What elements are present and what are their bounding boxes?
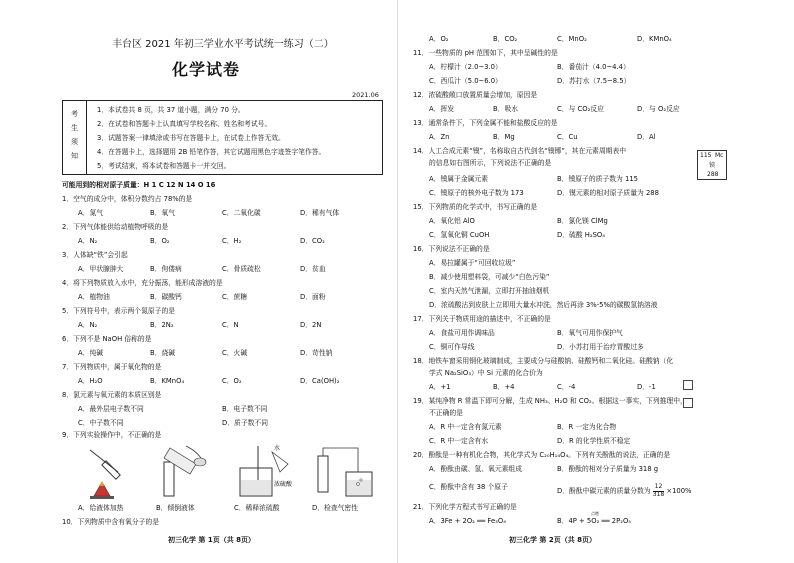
- option-a: A．+1: [429, 383, 451, 391]
- option-a: A．纯碱: [78, 349, 104, 357]
- question-stem: 19．某纯净物 R 常温下即可分解，生成 NH₃、H₂O 和 CO₂。根据这一事实，下列推理中，: [413, 397, 687, 405]
- option-b: B．碳酸钙: [150, 293, 182, 301]
- option-c: C．铜可作导线: [429, 343, 475, 351]
- page-footer: 初三化学 第 1页（共 8页）: [168, 536, 256, 544]
- option-c: C．氢氧化铜 CuOH: [429, 231, 490, 239]
- question-stem: 6．下列不是 NaOH 俗称的是: [62, 335, 152, 343]
- question-stem: 8．氯元素与氧元素的本质区别是: [62, 391, 162, 399]
- option-d: D．Al: [637, 133, 656, 141]
- option-b: B．酚酞的相对分子质量为 318 g: [557, 465, 659, 473]
- mass-fraction: [653, 484, 664, 498]
- question-stem: 15．下列物质的化学式中，书写正确的是: [413, 203, 538, 211]
- question-stem: 11．一些物质的 pH 范围如下，其中呈碱性的是: [413, 49, 558, 57]
- option-a: A．N₂: [78, 321, 98, 329]
- notice-label-char: 知: [71, 152, 78, 160]
- question-stem: 7．下列物质中，属于氧化物的是: [62, 363, 162, 371]
- option-a: A．食盐可用作调味品: [429, 329, 495, 337]
- option-a: A．O₂: [429, 35, 449, 43]
- notice-item: 2．在试卷和答题卡上认真填写学校名称、姓名和考试号。: [97, 120, 272, 128]
- option-a: A．植物油: [78, 293, 110, 301]
- option-c: C．二氧化碳: [222, 209, 261, 217]
- option-d: D．贫血: [300, 265, 326, 273]
- option-a: A．Zn: [429, 133, 450, 141]
- page-footer: 初三化学 第 2页（共 8页）: [509, 536, 597, 544]
- question-stem-cont: 的信息如右图所示，下列说法不正确的是: [429, 159, 552, 167]
- option-c: C．蔗糖: [222, 293, 248, 301]
- option-c: C．室内天然气泄漏，立即打开抽油烟机: [429, 287, 550, 295]
- option-d: D．浓硫酸沾到皮肤上立即用大量水冲洗，然后再涂 3%-5%的碳酸氢钠溶液: [429, 301, 658, 309]
- option-b: B．Mg: [493, 133, 515, 141]
- option-d: D．R 的化学性质不稳定: [557, 437, 631, 445]
- option-b: B．氧气: [150, 209, 176, 217]
- option-d: D．2N: [300, 321, 322, 329]
- option-b: B．番茄汁（4.0~4.4）: [557, 63, 630, 71]
- question-stem: 18．地铁车窗采用钢化玻璃制成，主要成分与硅酸钠、硅酸钙和二氧化硅。硅酸钠（化: [413, 357, 674, 365]
- option-c: C．H₂: [222, 237, 242, 245]
- question-stem: 9．下列实验操作中，不正确的是: [62, 431, 162, 439]
- option-b: B．倾倒液体: [156, 504, 195, 512]
- option-a: A．R 中一定含有氮元素: [429, 423, 502, 431]
- option-d: D．检查气密性: [312, 504, 359, 512]
- option-b: B．氯化镁 ClMg: [557, 217, 608, 225]
- fraction-suffix: ×100%: [666, 487, 692, 496]
- option-a: A．甲状腺肿大: [78, 265, 124, 273]
- option-b: B．+4: [493, 383, 515, 391]
- fraction-denominator: 318: [652, 490, 665, 498]
- option-d: D．KMnO₄: [637, 35, 672, 43]
- diluting-acid-illustration: [228, 442, 304, 500]
- question-stem: 10．下列物质中含有氧分子的是: [62, 518, 160, 526]
- option-a: A．给液体加热: [78, 504, 124, 512]
- question-stem: 17．下列关于物质用途的描述中，不正确的是: [413, 315, 551, 323]
- option-b: B．KMnO₄: [150, 377, 185, 385]
- option-d: D．硫酸 H₂SO₄: [557, 231, 606, 239]
- notice-label-char: 生: [71, 124, 78, 132]
- question-stem: 5．下列符号中，表示两个氮原子的是: [62, 307, 176, 315]
- option-b: B．减少使用塑料袋，可减少“白色污染”: [429, 273, 550, 281]
- exam-date: 2021.06: [352, 91, 379, 99]
- option-c: C．火碱: [222, 349, 248, 357]
- acid-label: 浓硫酸: [274, 481, 293, 488]
- answer-box: [683, 380, 693, 390]
- exam-notice-box: [62, 100, 383, 175]
- question-stem: 16．下列说法不正确的是: [413, 245, 490, 253]
- option-d: D．小苏打用于治疗胃酸过多: [557, 343, 644, 351]
- notice-label-char: 考: [71, 110, 78, 118]
- option-a: A．酚酞由碳、氢、氧元素组成: [429, 465, 523, 473]
- option-c: C．稀释浓硫酸: [234, 504, 280, 512]
- notice-label-char: 须: [71, 138, 78, 146]
- option-c: C．镆原子的核外电子数为 173: [429, 189, 524, 197]
- element-name: 镆: [709, 162, 716, 169]
- option-a: A．柠檬汁（2.0~3.0）: [429, 63, 502, 71]
- water-label: 水: [274, 445, 281, 452]
- notice-label: [63, 101, 87, 174]
- option-d: D．稀有气体: [300, 209, 340, 217]
- option-a: A．挥发: [429, 105, 455, 113]
- option-a: A．易拉罐属于“可回收垃圾”: [429, 259, 516, 267]
- option-b: B．镆原子的质子数为 115: [557, 175, 638, 183]
- question-stem: 13．通常条件下，下列金属不能和盐酸反应的是: [413, 119, 558, 127]
- option-c: C．酚酞中含有 38 个原子: [429, 483, 508, 491]
- page-2: [397, 0, 794, 563]
- option-b: B．R 一定为化合物: [557, 423, 617, 431]
- option-c: C．MnO₂: [557, 35, 587, 43]
- atomic-mass: 288: [707, 171, 719, 178]
- option-d: D．苛性钠: [300, 349, 333, 357]
- option-d: D．质子数不同: [222, 419, 269, 427]
- option-d: D．与 O₂反应: [637, 105, 680, 113]
- option-d: [557, 484, 692, 498]
- exam-title: 化学试卷: [172, 60, 241, 79]
- airtightness-check-illustration: [306, 442, 382, 500]
- option-c: C．N: [222, 321, 239, 329]
- option-c: C．中子数不同: [78, 419, 124, 427]
- element-symbol: Mc: [715, 152, 724, 159]
- option-d-text: D．酚酞中碳元素的质量分数为: [557, 487, 651, 496]
- answer-box: [683, 398, 693, 408]
- question-stem: 20．酚酞是一种有机化合物，其化学式为 C₂₀H₁₄O₄。下列有关酚酞的说法，正确的是: [413, 451, 671, 459]
- option-d: D．面粉: [300, 293, 326, 301]
- option-c: C．骨质疏松: [222, 265, 261, 273]
- option-d: D．苏打水（7.5~8.5）: [557, 77, 631, 85]
- question-stem: 3．人体缺“铁”会引起: [62, 251, 128, 259]
- pouring-liquid-illustration: [150, 442, 226, 500]
- option-b: B．4P + 5O₂ ══ 2P₂O₅: [557, 517, 632, 525]
- question-stem: 14．人工合成元素“镆”，名称取自古代剑名“镆铘”，其在元素周期表中: [413, 147, 627, 155]
- notice-item: 4．在答题卡上，选择题用 2B 铅笔作答，其它试题用黑色字迹签字笔作答。: [97, 148, 326, 156]
- option-a: A．N₂: [78, 237, 98, 245]
- reaction-condition: 点燃: [591, 511, 599, 516]
- atomic-mass-info: 可能用到的相对原子质量：H 1 C 12 N 14 O 16: [62, 181, 216, 189]
- option-a: A．最外层电子数不同: [78, 405, 144, 413]
- question-stem-cont: 不正确的是: [429, 409, 463, 417]
- option-d: D．-1: [637, 383, 656, 391]
- option-c: C．西瓜汁（5.0~6.0）: [429, 77, 502, 85]
- notice-item: 3．试题答案一律填涂或书写在答题卡上，在试卷上作答无效。: [97, 134, 285, 142]
- option-a: A．氮气: [78, 209, 104, 217]
- notice-item: 5．考试结束，将本试卷和答题卡一并交回。: [97, 162, 231, 170]
- option-a: A．H₂O: [78, 377, 103, 385]
- option-a: A．3Fe + 2O₂ ══ Fe₃O₄: [429, 517, 506, 525]
- option-b: B．2N₂: [150, 321, 174, 329]
- question-stem: 12．浓硫酸敞口放置质量会增加，原因是: [413, 91, 538, 99]
- heating-liquid-illustration: [72, 442, 148, 500]
- option-b: B．佝偻病: [150, 265, 182, 273]
- option-c: C．O₂: [222, 377, 242, 385]
- option-b: B．氧气可用作保护气: [557, 329, 623, 337]
- option-c: C．-4: [557, 383, 576, 391]
- option-a: A．镆属于金属元素: [429, 175, 489, 183]
- element-card-mc: [697, 150, 727, 180]
- question-stem-cont: 学式 Na₂SiO₃）中 Si 元素的化合价为: [429, 369, 543, 377]
- notice-item: 1．本试卷共 8 页，共 37 道小题，满分 70 分。: [97, 106, 245, 114]
- question-stem: 1．空气的成分中，体积分数约占 78%的是: [62, 195, 193, 203]
- option-c: C．与 CO₂反应: [557, 105, 604, 113]
- question-stem: 21．下列化学方程式书写正确的是: [413, 503, 517, 511]
- option-a: A．氧化铝 AlO: [429, 217, 475, 225]
- atomic-number: 115: [700, 152, 712, 159]
- option-b: B．电子数不同: [222, 405, 268, 413]
- option-b: B．烧碱: [150, 349, 176, 357]
- option-b: B．吸水: [493, 105, 519, 113]
- option-d: D．CO₂: [300, 237, 325, 245]
- question-stem: 4．将下列物质放入水中，充分振荡，能形成溶液的是: [62, 279, 223, 287]
- fraction-numerator: 12: [654, 483, 663, 490]
- header-title: 丰台区 2021 年初三学业水平考试统一练习（二）: [112, 39, 334, 50]
- option-d: D．镆元素的相对原子质量为 288: [557, 189, 659, 197]
- option-c: C．R 中一定含有水: [429, 437, 489, 445]
- option-b: B．O₂: [150, 237, 170, 245]
- option-c: C．Cu: [557, 133, 578, 141]
- option-b: B．CO₂: [493, 35, 518, 43]
- option-d: D．Ca(OH)₂: [300, 377, 340, 385]
- question-stem: 2．下列气体能供给动植物呼吸的是: [62, 223, 169, 231]
